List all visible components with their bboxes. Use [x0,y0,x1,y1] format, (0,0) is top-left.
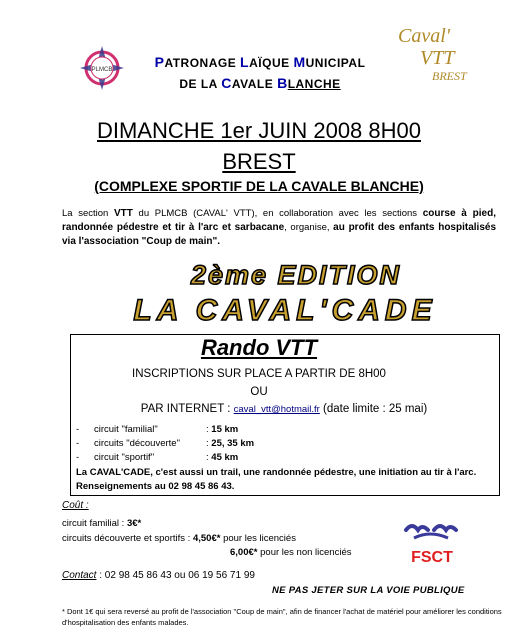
fsct-text: FSCT [411,549,453,566]
circuit-distance: 45 km [211,452,239,463]
rando-title: Rando VTT [200,335,318,360]
caval-cade-note: La CAVAL'CADE, c'est aussi un trail, une randonnée pédestre, une initiation au tir à l'arc. Renseignements au 02 98 45 86 43. [76,467,477,492]
no-littering-notice: NE PAS JETER SUR LA VOIE PUBLIQUE [272,585,465,596]
org-word: AÏQUE [249,56,294,70]
org-word: DE LA [179,77,222,91]
internet-label: PAR INTERNET : [140,403,234,415]
edition-line2: LA CAVAL'CADE [133,294,437,327]
event-date-title [0,117,518,176]
org-letter: B [277,75,288,91]
logo-right-line1: Caval' [398,25,451,47]
cost-non-licencies [230,547,351,558]
circuit-name: circuit "familial" [94,424,158,435]
or-line: OU [250,386,268,398]
event-date: DIMANCHE 1er JUIN 2008 8H00 [96,118,421,143]
circuit-name: circuits "découverte" [94,438,180,449]
org-line1 [155,56,366,70]
cost-label: pour les licenciés [220,533,296,544]
intro-paragraph [62,207,496,249]
org-letter: P [154,54,165,70]
org-word: AVALE [231,77,278,91]
logo-right-line2: VTT [420,47,455,69]
cost-heading: Coût : [62,500,89,511]
internet-line [70,403,498,415]
org-line2 [140,73,380,94]
intro-bold: au profit des enfants hospitalisés via l'association "Coup de main". [62,222,497,247]
circuit-distance: 15 km [211,424,239,435]
intro-bold: course à pied, randonnée pédestre et tir à l'arc et sarbacane [62,208,497,233]
logo-right-line3: BREST [432,69,467,83]
intro-bold: VTT [113,208,133,219]
cost-label: circuit familial : [62,518,127,529]
circuit-row: - circuits "découverte" : 25, 35 km [76,438,255,449]
plmcb-logo [78,44,126,92]
contact-line [62,570,255,581]
intro-text: , organise, [284,222,334,233]
cost-familial [62,518,141,529]
circuit-row: - circuit "familial" : 15 km [76,424,239,435]
org-word: LANCHE [287,77,341,91]
event-venue-text: (COMPLEXE SPORTIF DE LA CAVALE BLANCHE) [94,178,424,194]
footnote: * Dont 1€ qui sera reversé au profit de l'association "Coup de main", afin de financer l'achat de matériel pour améliorer les conditions d'hospitalisation des enfants malades. [62,607,502,627]
edition-line1: 2ème EDITION [190,260,402,290]
circuit-row: - circuit "sportif" : 45 km [76,452,239,463]
email-link[interactable]: caval_vtt@hotmail.fr [233,404,320,415]
cost-price: 4,50€* [192,533,221,544]
event-city: BREST [222,149,296,174]
cost-decouverte [62,533,296,544]
contact-label: Contact [62,570,97,581]
org-letter: C [221,75,232,91]
cost-price: 3€* [126,518,142,529]
logo-left-text: PLMCB [91,67,113,73]
contact-phones: : 02 98 45 86 43 ou 06 19 56 71 99 [96,570,255,581]
organisation-name [140,52,380,94]
circuit-distance: 25, 35 km [211,438,255,449]
edition-banner [0,258,518,335]
cost-label: pour les non licenciés [257,547,352,558]
event-venue [0,178,518,194]
fsct-logo [400,520,464,566]
intro-text: du PLMCB (CAVAL' VTT), en collaboration avec les sections [132,208,423,219]
cost-price: 6,00€* [230,547,258,558]
deadline-text: (date limite : 25 mai) [319,403,428,415]
inscriptions-line: INSCRIPTIONS SUR PLACE A PARTIR DE 8H00 [132,368,386,380]
org-letter: M [293,54,306,70]
intro-text: La section [62,208,114,219]
org-word: ATRONAGE [164,56,241,70]
org-letter: L [240,54,250,70]
cost-label: circuits découverte et sportifs : [62,533,193,544]
org-word: UNICIPAL [305,56,366,70]
circuit-name: circuit "sportif" [94,452,155,463]
caval-vtt-logo [392,20,490,90]
